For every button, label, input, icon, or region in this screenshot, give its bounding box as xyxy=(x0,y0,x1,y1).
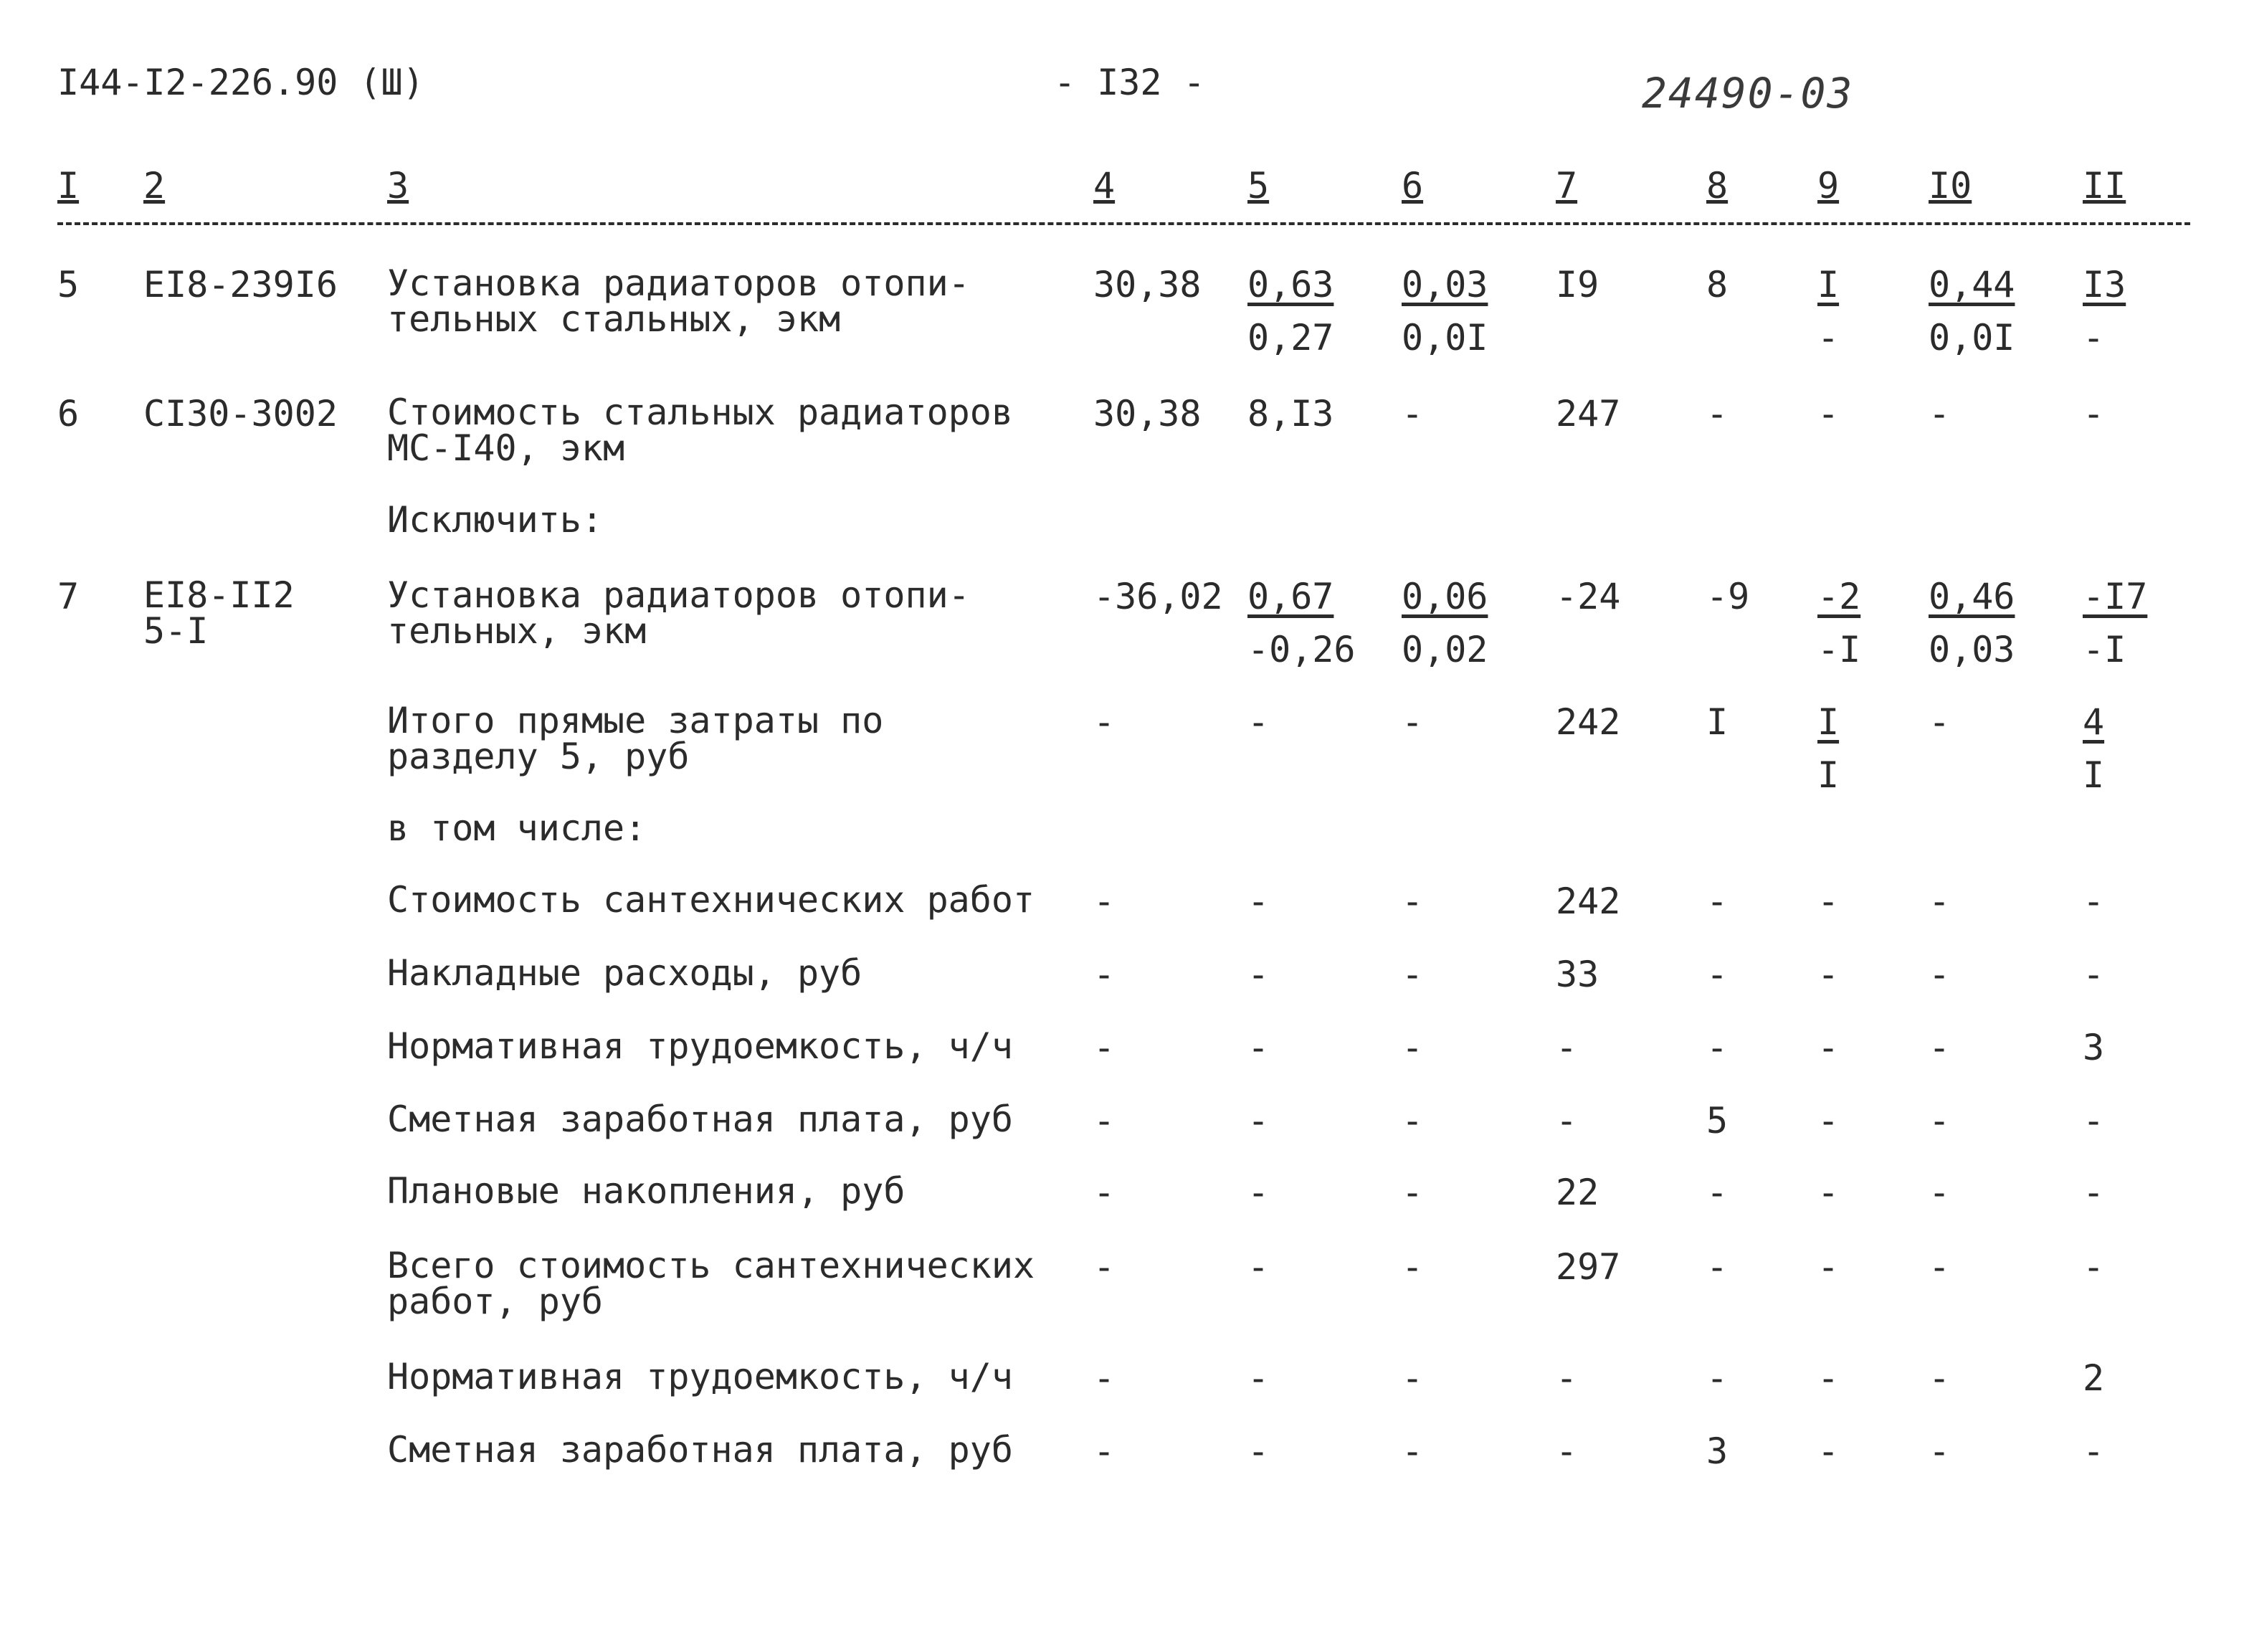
fraction-cell-col-11 xyxy=(2083,265,2126,357)
cell-col-1: 5 xyxy=(57,264,80,305)
denominator: -I xyxy=(1817,629,1861,670)
cell-col-4: - xyxy=(1093,880,1116,922)
numerator: -I7 xyxy=(2083,576,2148,617)
column-number-7: 7 xyxy=(1556,165,1578,206)
cell-col-7: 247 xyxy=(1556,393,1621,435)
cell-col-8: - xyxy=(1706,954,1729,995)
cell-col-11: 2 xyxy=(2083,1357,2105,1399)
cell-col-1: 7 xyxy=(57,576,80,617)
text-line: Плановые накопления, руб xyxy=(387,1170,905,1212)
cell-col-5: - xyxy=(1247,1246,1270,1288)
cell-col-5: - xyxy=(1247,1100,1270,1141)
denominator: -I xyxy=(2083,629,2126,670)
numerator: 4 xyxy=(2083,701,2105,743)
cell-col-8: - xyxy=(1706,1172,1729,1213)
cell-col-11: - xyxy=(2083,1246,2105,1288)
cell-col-7: - xyxy=(1556,1100,1578,1141)
cell-col-5: - xyxy=(1247,701,1270,743)
cell-col-11: - xyxy=(2083,1100,2105,1141)
cell-col-10: - xyxy=(1929,1100,1951,1141)
numerator: 0,03 xyxy=(1402,264,1488,305)
column-number-1: I xyxy=(57,165,80,206)
numerator: I xyxy=(1817,701,1840,743)
row-description xyxy=(387,1356,1013,1397)
text-line: Исключить: xyxy=(387,499,604,541)
cell-col-6: - xyxy=(1402,954,1424,995)
fraction-cell-col-9 xyxy=(1817,703,1839,794)
cell-col-7: 242 xyxy=(1556,880,1621,922)
column-number-2: 2 xyxy=(143,165,166,206)
cell-col-4: - xyxy=(1093,1172,1116,1213)
numerator: 0,06 xyxy=(1402,576,1488,617)
text-line: работ, руб xyxy=(387,1281,604,1322)
row-description xyxy=(387,262,970,340)
cell-col-5: - xyxy=(1247,1430,1270,1472)
fraction-cell-col-9 xyxy=(1817,577,1860,669)
cell-col-6: - xyxy=(1402,1246,1424,1288)
fraction-cell-col-9 xyxy=(1817,265,1839,357)
cell-col-10: - xyxy=(1929,1172,1951,1213)
column-number-9: 9 xyxy=(1817,165,1840,206)
cell-col-9: - xyxy=(1817,1430,1840,1472)
denominator: 0,0I xyxy=(1402,317,1488,359)
text-line: в том числе: xyxy=(387,807,647,849)
cell-col-4: - xyxy=(1093,1246,1116,1288)
cell-col-10: - xyxy=(1929,954,1951,995)
cell-col-6: - xyxy=(1402,1100,1424,1141)
cell-col-6: - xyxy=(1402,701,1424,743)
fraction-cell-col-6 xyxy=(1402,577,1488,669)
text-line: EI8-II2 xyxy=(143,574,295,616)
column-number-row xyxy=(57,165,2190,225)
text-line: Нормативная трудоемкость, ч/ч xyxy=(387,1025,1013,1067)
cell-col-9: - xyxy=(1817,1100,1840,1141)
row-description xyxy=(387,879,1035,921)
cell-col-10: - xyxy=(1929,701,1951,743)
text-line: 5-I xyxy=(143,610,209,652)
text-line: Итого прямые затраты по xyxy=(387,700,884,741)
text-line: Сметная заработная плата, руб xyxy=(387,1098,1013,1140)
cell-col-11: - xyxy=(2083,1430,2105,1472)
cell-col-6: - xyxy=(1402,1027,1424,1068)
denominator: -0,26 xyxy=(1247,629,1356,670)
cell-col-11: 3 xyxy=(2083,1027,2105,1068)
cell-col-11: - xyxy=(2083,393,2105,435)
cell-col-7: 242 xyxy=(1556,701,1621,743)
cell-col-9: - xyxy=(1817,1357,1840,1399)
cell-col-6: - xyxy=(1402,393,1424,435)
cell-col-10: - xyxy=(1929,1027,1951,1068)
text-line: Сметная заработная плата, руб xyxy=(387,1429,1013,1471)
row-description xyxy=(387,1170,905,1212)
cell-col-7: - xyxy=(1556,1027,1578,1068)
cell-col-2: CI30-3002 xyxy=(143,393,338,435)
row-description xyxy=(387,1245,1035,1322)
text-line: разделу 5, руб xyxy=(387,736,690,777)
row-description xyxy=(387,574,970,652)
cell-col-1: 6 xyxy=(57,393,80,435)
column-number-10: I0 xyxy=(1929,165,1972,206)
cell-col-9: - xyxy=(1817,1027,1840,1068)
column-number-5: 5 xyxy=(1247,165,1270,206)
cell-col-7: - xyxy=(1556,1430,1578,1472)
fraction-cell-col-11 xyxy=(2083,703,2104,794)
cell-col-6: - xyxy=(1402,880,1424,922)
text-line: тельных стальных, экм xyxy=(387,298,841,340)
cell-col-4: - xyxy=(1093,1357,1116,1399)
denominator: - xyxy=(1817,317,1840,359)
numerator: I xyxy=(1817,264,1840,305)
text-line: Нормативная трудоемкость, ч/ч xyxy=(387,1356,1013,1397)
cell-col-9: - xyxy=(1817,954,1840,995)
denominator: 0,03 xyxy=(1929,629,2015,670)
cell-col-5: - xyxy=(1247,1027,1270,1068)
cell-col-4: - xyxy=(1093,1027,1116,1068)
cell-col-8: -9 xyxy=(1706,576,1750,617)
denominator: 0,27 xyxy=(1247,317,1334,359)
archive-stamp: 24490-03 xyxy=(1642,69,1854,118)
cell-col-7: 297 xyxy=(1556,1246,1621,1288)
text-line: Установка радиаторов отопи- xyxy=(387,262,970,304)
numerator: 0,63 xyxy=(1247,264,1334,305)
column-number-4: 4 xyxy=(1093,165,1116,206)
cell-col-7: 22 xyxy=(1556,1172,1599,1213)
numerator: I3 xyxy=(2083,264,2126,305)
cell-col-8: - xyxy=(1706,1027,1729,1068)
cell-col-4: 30,38 xyxy=(1093,264,1202,305)
text-line: Накладные расходы, руб xyxy=(387,952,862,994)
column-number-6: 6 xyxy=(1402,165,1424,206)
cell-col-10: - xyxy=(1929,1357,1951,1399)
fraction-cell-col-11 xyxy=(2083,577,2147,669)
cell-col-7: -24 xyxy=(1556,576,1621,617)
text-line: Всего стоимость сантехнических xyxy=(387,1245,1035,1286)
cell-col-5: - xyxy=(1247,1357,1270,1399)
cell-col-5: - xyxy=(1247,954,1270,995)
text-line: Стоимость сантехнических работ xyxy=(387,879,1035,921)
denominator: I xyxy=(1817,754,1840,796)
cell-col-8: - xyxy=(1706,1246,1729,1288)
cell-col-4: - xyxy=(1093,954,1116,995)
denominator: - xyxy=(2083,317,2105,359)
cell-col-4: 30,38 xyxy=(1093,393,1202,435)
row-description xyxy=(387,1429,1013,1471)
text-line: МС-I40, экм xyxy=(387,427,625,469)
cell-col-10: - xyxy=(1929,880,1951,922)
cell-col-11: - xyxy=(2083,954,2105,995)
row-description xyxy=(387,391,1013,469)
row-description xyxy=(387,1098,1013,1140)
cell-col-9: - xyxy=(1817,1246,1840,1288)
cell-col-7: - xyxy=(1556,1357,1578,1399)
cell-col-7: 33 xyxy=(1556,954,1599,995)
cell-col-5: 8,I3 xyxy=(1247,393,1334,435)
numerator: -2 xyxy=(1817,576,1861,617)
cell-col-8: - xyxy=(1706,880,1729,922)
row-description xyxy=(387,499,604,541)
cell-col-10: - xyxy=(1929,1246,1951,1288)
cell-col-7: I9 xyxy=(1556,264,1599,305)
cell-col-9: - xyxy=(1817,393,1840,435)
page-number: - I32 - xyxy=(1054,62,1205,103)
fraction-cell-col-10 xyxy=(1929,265,2015,357)
text-line: Установка радиаторов отопи- xyxy=(387,574,970,616)
document-code: I44-I2-226.90 (Ш) xyxy=(57,62,424,103)
cell-col-6: - xyxy=(1402,1172,1424,1213)
fraction-cell-col-6 xyxy=(1402,265,1488,357)
cell-col-4: - xyxy=(1093,701,1116,743)
row-code xyxy=(143,574,295,652)
cell-col-8: 3 xyxy=(1706,1430,1729,1472)
column-number-3: 3 xyxy=(387,165,409,206)
row-description xyxy=(387,952,862,994)
row-description xyxy=(387,807,647,849)
cell-col-8: - xyxy=(1706,393,1729,435)
cell-col-8: I xyxy=(1706,701,1729,743)
numerator: 0,44 xyxy=(1929,264,2015,305)
cell-col-2: EI8-239I6 xyxy=(143,264,338,305)
row-description xyxy=(387,700,884,777)
cell-col-8: 8 xyxy=(1706,264,1729,305)
cell-col-11: - xyxy=(2083,880,2105,922)
cell-col-5: - xyxy=(1247,880,1270,922)
text-line: Стоимость стальных радиаторов xyxy=(387,391,1013,433)
denominator: 0,02 xyxy=(1402,629,1488,670)
numerator: 0,46 xyxy=(1929,576,2015,617)
cell-col-9: - xyxy=(1817,1172,1840,1213)
cell-col-8: 5 xyxy=(1706,1100,1729,1141)
column-number-8: 8 xyxy=(1706,165,1729,206)
denominator: I xyxy=(2083,754,2105,796)
cell-col-4: - xyxy=(1093,1100,1116,1141)
cell-col-6: - xyxy=(1402,1357,1424,1399)
cell-col-8: - xyxy=(1706,1357,1729,1399)
denominator: 0,0I xyxy=(1929,317,2015,359)
column-number-11: II xyxy=(2083,165,2126,206)
numerator: 0,67 xyxy=(1247,576,1334,617)
row-description xyxy=(387,1025,1013,1067)
cell-col-9: - xyxy=(1817,880,1840,922)
cell-col-4: -36,02 xyxy=(1093,576,1223,617)
fraction-cell-col-5 xyxy=(1247,577,1356,669)
cell-col-11: - xyxy=(2083,1172,2105,1213)
text-line: тельных, экм xyxy=(387,610,647,652)
fraction-cell-col-5 xyxy=(1247,265,1333,357)
cell-col-6: - xyxy=(1402,1430,1424,1472)
cell-col-4: - xyxy=(1093,1430,1116,1472)
cell-col-5: - xyxy=(1247,1172,1270,1213)
cell-col-10: - xyxy=(1929,393,1951,435)
fraction-cell-col-10 xyxy=(1929,577,2015,669)
cell-col-10: - xyxy=(1929,1430,1951,1472)
